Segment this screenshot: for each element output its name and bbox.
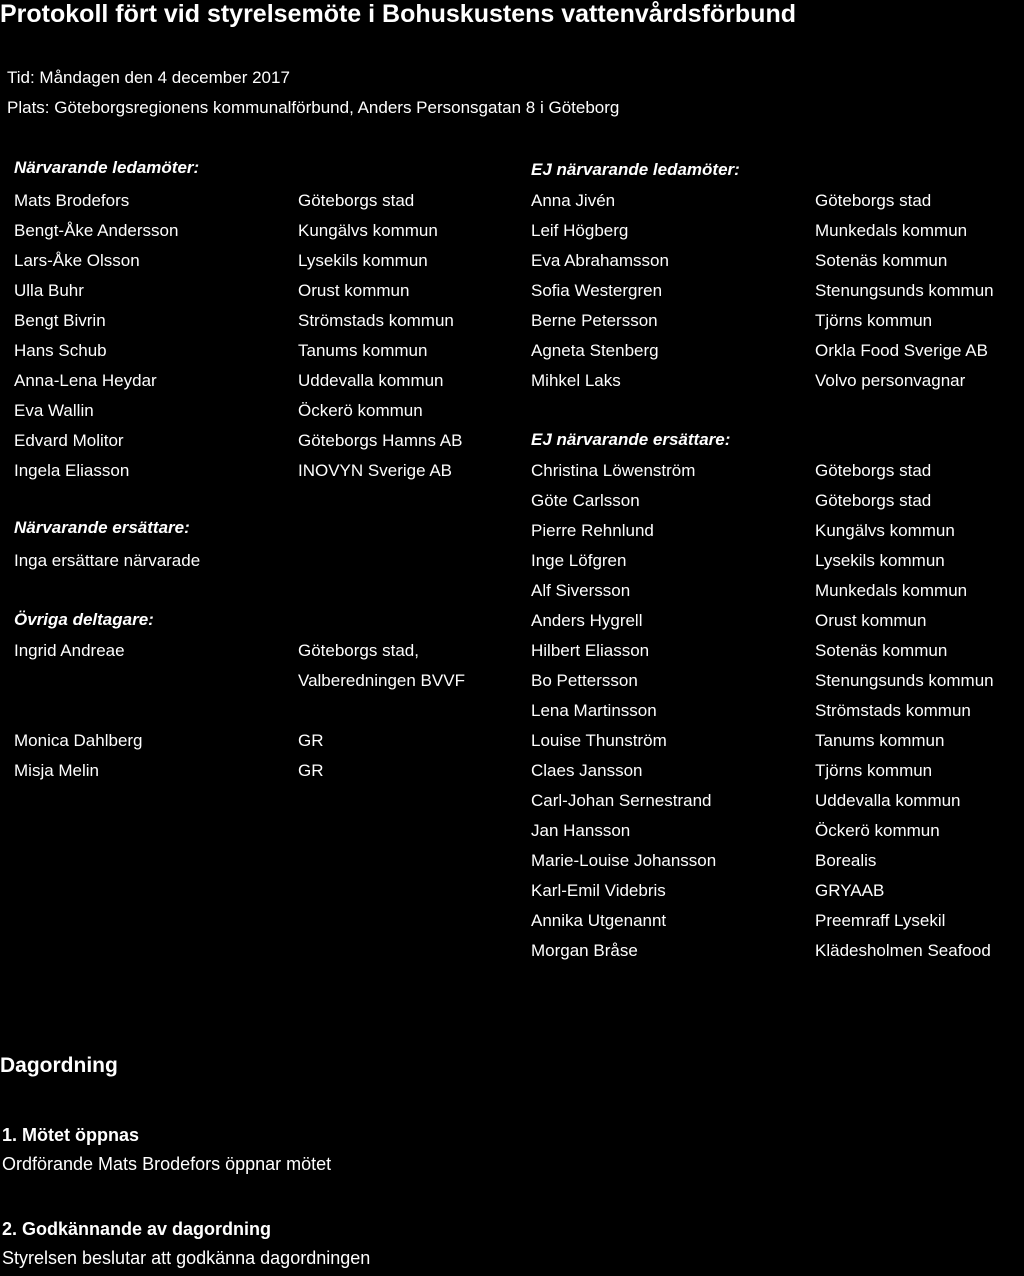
absent-substitute-org: Tanums kommun (815, 731, 945, 750)
participant-org: GR (298, 731, 324, 750)
absent-member-name: Mihkel Laks (531, 371, 621, 390)
absent-substitute-org: Göteborgs stad (815, 491, 932, 510)
absent-substitute-org: Kungälvs kommun (815, 521, 955, 540)
absent-member-org: Göteborgs stad (815, 191, 932, 210)
participant-org: Göteborgs stad, (298, 641, 419, 660)
document-title: Protokoll fört vid styrelsemöte i Bohuskustens vattenvårdsförbund (0, 0, 796, 28)
absent-substitute-name: Christina Löwenström (531, 461, 696, 480)
absent-substitute-org: Öckerö kommun (815, 821, 940, 840)
meeting-place: Plats: Göteborgsregionens kommunalförbund, Anders Personsgatan 8 i Göteborg (7, 98, 620, 117)
absent-member-name: Sofia Westergren (531, 281, 663, 300)
agenda-item-heading: 2. Godkännande av dagordning (2, 1219, 272, 1239)
absent-substitute-org: Preemraff Lysekil (815, 911, 946, 930)
agenda-item-heading: 1. Mötet öppnas (2, 1125, 140, 1145)
absent-substitute-org: Göteborgs stad (815, 461, 932, 480)
present-member-org: Orust kommun (298, 281, 410, 300)
present-member-name: Ulla Buhr (14, 281, 84, 300)
present-member-org: Göteborgs stad (298, 191, 415, 210)
meeting-time: Tid: Måndagen den 4 december 2017 (7, 68, 290, 87)
present-substitutes-heading: Närvarande ersättare: (14, 518, 190, 537)
present-member-name: Anna-Lena Heydar (14, 371, 157, 390)
absent-member-name: Agneta Stenberg (531, 341, 659, 360)
absent-member-org: Sotenäs kommun (815, 251, 948, 270)
present-member-org: Lysekils kommun (298, 251, 428, 270)
absent-substitute-org: Sotenäs kommun (815, 641, 948, 660)
present-member-name: Edvard Molitor (14, 431, 124, 450)
present-member-org: Kungälvs kommun (298, 221, 438, 240)
present-members-heading: Närvarande ledamöter: (14, 158, 200, 177)
absent-member-org: Volvo personvagnar (815, 371, 966, 390)
participant-name: Monica Dahlberg (14, 731, 143, 750)
absent-member-name: Anna Jivén (531, 191, 616, 210)
present-member-name: Bengt-Åke Andersson (14, 221, 179, 240)
absent-member-org: Stenungsunds kommun (815, 281, 994, 300)
present-member-name: Lars-Åke Olsson (14, 251, 140, 270)
absent-substitute-org: Strömstads kommun (815, 701, 971, 720)
absent-substitute-name: Claes Jansson (531, 761, 643, 780)
agenda-item-text: Ordförande Mats Brodefors öppnar mötet (2, 1154, 332, 1174)
participant-name: Misja Melin (14, 761, 100, 780)
participant-org: Valberedningen BVVF (298, 671, 465, 690)
absent-substitute-name: Anders Hygrell (531, 611, 643, 630)
present-member-org: Göteborgs Hamns AB (298, 431, 463, 450)
absent-substitute-org: Orust kommun (815, 611, 927, 630)
absent-substitute-name: Hilbert Eliasson (531, 641, 650, 660)
absent-substitute-org: Borealis (815, 851, 877, 870)
present-member-name: Bengt Bivrin (14, 311, 106, 330)
present-substitutes-text: Inga ersättare närvarade (14, 551, 201, 570)
present-member-name: Mats Brodefors (14, 191, 130, 210)
absent-substitute-name: Alf Siversson (531, 581, 631, 600)
absent-substitute-name: Inge Löfgren (531, 551, 627, 570)
absent-member-org: Munkedals kommun (815, 221, 968, 240)
absent-substitute-name: Carl-Johan Sernestrand (531, 791, 712, 810)
absent-member-org: Orkla Food Sverige AB (815, 341, 988, 360)
present-member-name: Eva Wallin (14, 401, 94, 420)
absent-members-heading: EJ närvarande ledamöter: (531, 160, 740, 179)
absent-substitute-org: Klädesholmen Seafood (815, 941, 991, 960)
absent-substitute-name: Lena Martinsson (531, 701, 657, 720)
participant-org: GR (298, 761, 324, 780)
participant-name: Ingrid Andreae (14, 641, 125, 660)
present-member-org: Öckerö kommun (298, 401, 423, 420)
absent-substitute-name: Karl-Emil Videbris (531, 881, 666, 900)
absent-substitute-name: Louise Thunström (531, 731, 667, 750)
absent-substitute-name: Göte Carlsson (531, 491, 640, 510)
absent-substitute-name: Marie-Louise Johansson (531, 851, 717, 870)
absent-substitutes-heading: EJ närvarande ersättare: (531, 430, 731, 449)
absent-substitute-org: Munkedals kommun (815, 581, 968, 600)
agenda-item-text: Styrelsen beslutar att godkänna dagordningen (2, 1248, 371, 1268)
absent-member-name: Eva Abrahamsson (531, 251, 669, 270)
agenda-heading: Dagordning (0, 1054, 118, 1077)
absent-member-name: Leif Högberg (531, 221, 629, 240)
absent-member-name: Berne Petersson (531, 311, 658, 330)
absent-substitute-org: GRYAAB (815, 881, 885, 900)
other-participants-heading: Övriga deltagare: (14, 610, 154, 629)
present-member-org: Tanums kommun (298, 341, 428, 360)
absent-substitute-org: Tjörns kommun (815, 761, 933, 780)
present-member-name: Hans Schub (14, 341, 107, 360)
absent-substitute-org: Stenungsunds kommun (815, 671, 994, 690)
absent-substitute-name: Bo Pettersson (531, 671, 638, 690)
present-member-org: Uddevalla kommun (298, 371, 444, 390)
present-member-name: Ingela Eliasson (14, 461, 130, 480)
present-member-org: INOVYN Sverige AB (298, 461, 453, 480)
absent-substitute-org: Uddevalla kommun (815, 791, 961, 810)
absent-substitute-org: Lysekils kommun (815, 551, 945, 570)
absent-substitute-name: Pierre Rehnlund (531, 521, 654, 540)
present-member-org: Strömstads kommun (298, 311, 454, 330)
absent-substitute-name: Annika Utgenannt (531, 911, 667, 930)
absent-substitute-name: Morgan Bråse (531, 941, 638, 960)
absent-substitute-name: Jan Hansson (531, 821, 631, 840)
absent-member-org: Tjörns kommun (815, 311, 933, 330)
